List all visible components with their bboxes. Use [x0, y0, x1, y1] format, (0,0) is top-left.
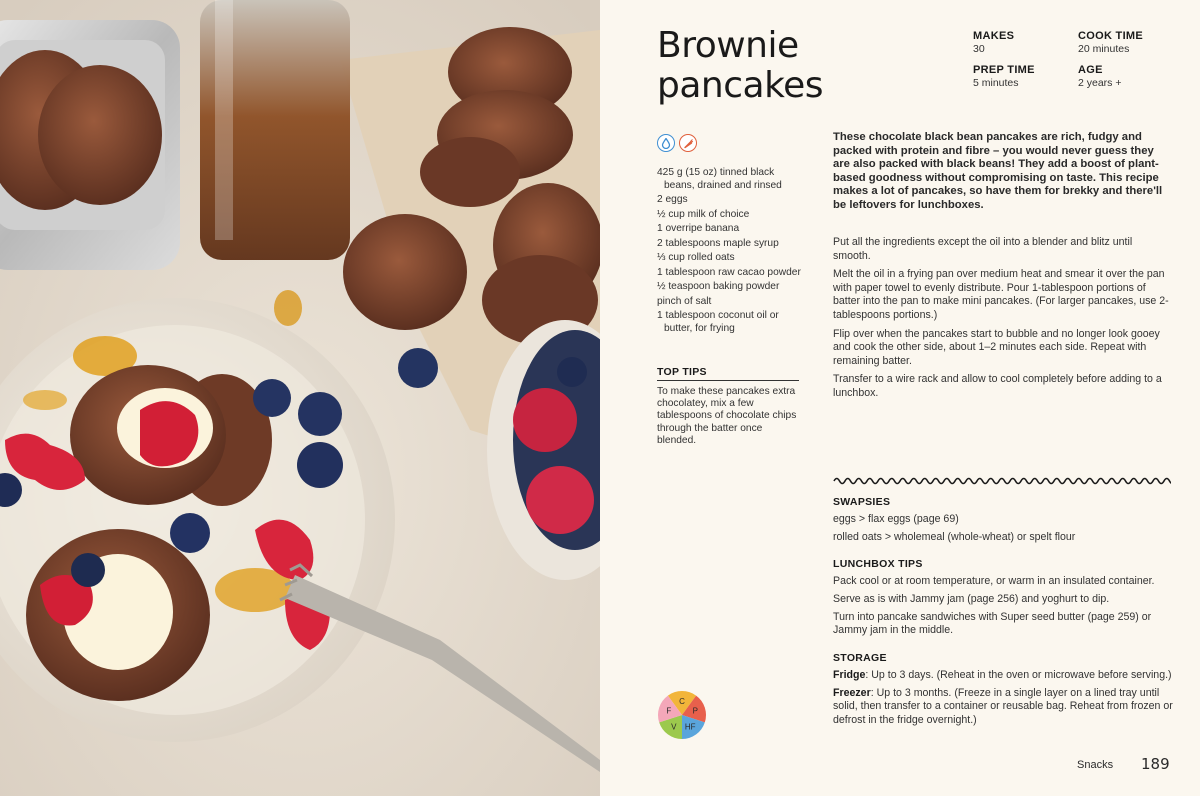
wheel-label: V — [671, 722, 677, 732]
wheel-label: C — [679, 697, 685, 707]
ingredient-item: ½ teaspoon baking powder — [657, 281, 780, 292]
nutrition-wheel — [657, 690, 707, 740]
ingredient-item: 1 tablespoon raw cacao powder — [657, 266, 801, 278]
age-value: 2 years + — [1078, 77, 1122, 89]
recipe-title — [657, 26, 823, 106]
wheel-label: HF — [684, 722, 696, 732]
method-step: Transfer to a wire rack and allow to cool completely before adding to a lunchbox. — [833, 373, 1162, 399]
method-step: Put all the ingredients except the oil into a blender and blitz until smooth. — [833, 236, 1133, 262]
cook-time-block — [1078, 30, 1143, 56]
swapsies-section — [833, 496, 1178, 549]
lunchbox-tips-heading: LUNCHBOX TIPS — [833, 558, 923, 570]
age-label: AGE — [1078, 64, 1103, 76]
storage-heading: STORAGE — [833, 652, 887, 664]
method-step: Melt the oil in a frying pan over medium heat and smear it over the pan with paper towel to evenly distribute. Pour 1-tablespoon portions of batter into the pan to make mini pancakes. (For larger pancakes, use 2-tablespoons portions.) — [833, 268, 1169, 321]
dairy-free-drop-icon — [657, 134, 675, 152]
footer-section-name: Snacks — [1077, 759, 1114, 771]
ingredients-list — [657, 167, 807, 337]
swapsies-item: rolled oats > wholemeal (whole-wheat) or spelt flour — [833, 530, 1076, 543]
ingredient-item: pinch of salt — [657, 295, 712, 307]
fridge-label: Fridge — [833, 668, 866, 681]
dietary-icons — [657, 134, 697, 152]
prep-time-block — [973, 64, 1035, 90]
method-step: Flip over when the pancakes start to bubble and no longer look gooey and cook the other side, about 1–2 minutes each side. Repeat with remaining batter. — [833, 327, 1160, 367]
makes-label: MAKES — [973, 30, 1015, 42]
swapsies-item: eggs > flax eggs (page 69) — [833, 512, 959, 525]
wheel-label: F — [666, 706, 672, 716]
page-number: 189 — [1141, 755, 1170, 773]
lunchbox-tip: Serve as is with Jammy jam (page 256) and yoghurt to dip. — [833, 592, 1110, 605]
ingredient-item: ½ cup milk of choice — [657, 208, 750, 220]
wavy-divider — [833, 474, 1171, 488]
carrot-icon — [679, 134, 697, 152]
freezer-text: : Up to 3 months. (Freeze in a single layer on a lined tray until solid, then transfer to a container or reusable bag. Reheat from frozen or defrost in the fridge overnight.) — [833, 686, 1173, 726]
makes-value: 30 — [973, 43, 985, 55]
swapsies-heading: SWAPSIES — [833, 496, 891, 508]
lunchbox-tip: Pack cool or at room temperature, or warm in an insulated container. — [833, 574, 1155, 587]
lunchbox-tips-section — [833, 558, 1178, 642]
prep-time-label: PREP TIME — [973, 64, 1035, 76]
freezer-label: Freezer — [833, 686, 871, 699]
cook-time-label: COOK TIME — [1078, 30, 1144, 42]
ingredient-item: 425 g (15 oz) tinned black beans, drained and rinsed — [657, 167, 782, 191]
cook-time-value: 20 minutes — [1078, 43, 1130, 55]
ingredient-item: 2 eggs — [657, 194, 688, 205]
fridge-text: : Up to 3 days. (Reheat in the oven or microwave before serving.) — [865, 668, 1172, 681]
storage-freezer — [833, 687, 1178, 728]
storage-section — [833, 652, 1178, 732]
title-line-1: Brownie — [657, 25, 799, 66]
top-tips-text: To make these pancakes extra chocolatey, mix a few tablespoons of chocolate chips through the batter once blended. — [657, 386, 797, 446]
top-tips-heading: TOP TIPS — [657, 366, 799, 381]
wheel-label: P — [692, 706, 698, 716]
title-line-2: pancakes — [657, 65, 824, 106]
ingredient-item: ⅓ cup rolled oats — [657, 252, 735, 263]
recipe-page — [600, 0, 1200, 796]
method-steps — [833, 236, 1171, 406]
makes-block — [973, 30, 1014, 56]
prep-time-value: 5 minutes — [973, 77, 1019, 89]
ingredient-item: 1 overripe banana — [657, 223, 740, 234]
storage-fridge — [833, 669, 1178, 683]
recipe-intro: These chocolate black bean pancakes are rich, fudgy and packed with protein and fibre – you would never guess they are also packed with black beans! They add a boost of plant-based goodness without compromising on taste. This recipe makes a lot of pancakes, so have them for brekky and there'll be leftovers for lunchboxes. — [833, 131, 1163, 211]
age-block — [1078, 64, 1121, 90]
ingredient-item: 1 tablespoon coconut oil or butter, for frying — [657, 310, 779, 334]
ingredient-item: 2 tablespoons maple syrup — [657, 237, 779, 249]
lunchbox-tip: Turn into pancake sandwiches with Super seed butter (page 259) or Jammy jam in the middle. — [833, 610, 1152, 637]
